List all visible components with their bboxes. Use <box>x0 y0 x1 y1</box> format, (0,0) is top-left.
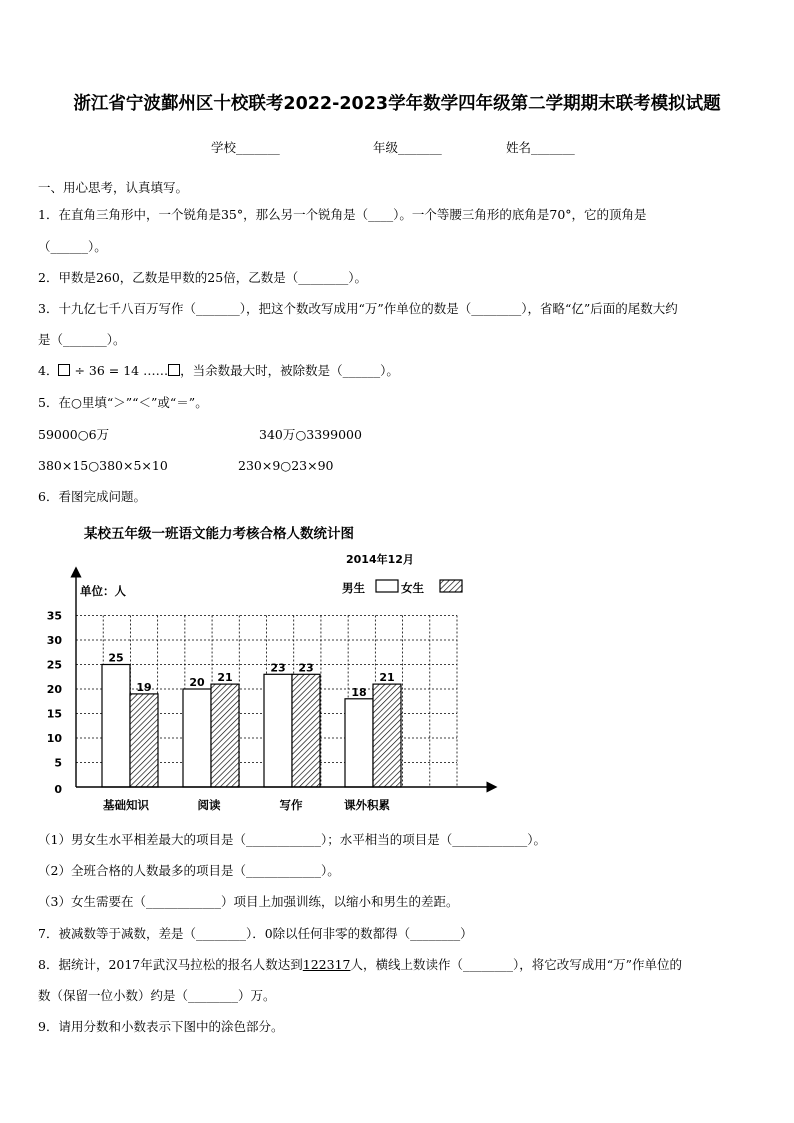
x-category-label: 阅读 <box>197 798 221 812</box>
chart-title: 某校五年级一班语文能力考核合格人数统计图 <box>84 526 354 542</box>
x-category-label: 基础知识 <box>103 798 149 812</box>
question-5-item-b: 340万○3399000 <box>259 427 362 442</box>
bar-chart <box>0 520 794 820</box>
question-8-line-2: 数（保留一位小数）约是（________）万。 <box>38 988 276 1003</box>
bar-girls <box>292 674 320 787</box>
question-6-sub-1: （1）男女生水平相差最大的项目是（____________）；水平相当的项目是（____________）。 <box>38 832 546 847</box>
question-5-item-a: 59000○6万 <box>38 427 110 442</box>
question-6: 6．看图完成问题。 <box>38 489 146 504</box>
question-3-line-2: 是（_______）。 <box>38 332 126 347</box>
question-9: 9．请用分数和小数表示下图中的涂色部分。 <box>38 1019 284 1034</box>
question-5-item-d: 230×9○23×90 <box>238 458 334 473</box>
bar-value-label: 21 <box>217 671 233 685</box>
page-title: 浙江省宁波鄞州区十校联考2022-2023学年数学四年级第二学期期末联考模拟试题 <box>73 94 721 114</box>
question-8-line-1 <box>38 957 682 973</box>
y-tick-label: 20 <box>46 683 62 696</box>
y-axis-ticks <box>47 610 63 797</box>
question-6-sub-3: （3）女生需要在（____________）项目上加强训练，以缩小和男生的差距。 <box>38 894 459 909</box>
y-tick-label: 0 <box>54 783 62 796</box>
question-4-text: ，当余数最大时，被除数是（______）。 <box>180 363 399 378</box>
question-8-number: 122317 <box>302 957 351 972</box>
name-field[interactable]: 姓名_______ <box>506 140 575 155</box>
chart-unit-label: 单位：人 <box>80 584 126 598</box>
school-field[interactable]: 学校_______ <box>211 140 280 155</box>
grade-field[interactable]: 年级_______ <box>373 140 442 155</box>
y-tick-label: 15 <box>46 707 62 721</box>
question-1-line-2: （______）。 <box>38 239 107 254</box>
question-2: 2．甲数是260，乙数是甲数的25倍，乙数是（________）。 <box>38 270 367 285</box>
legend-swatch-girls <box>440 580 462 592</box>
bar-girls <box>211 684 239 787</box>
question-8-text-before: 8．据统计，2017年武汉马拉松的报名人数达到 <box>38 957 303 972</box>
question-4-expression: ÷ 36 = 14 …… <box>74 363 169 378</box>
x-axis-labels <box>103 798 390 812</box>
x-category-label: 写作 <box>279 798 303 812</box>
question-4 <box>38 363 399 379</box>
question-3-line-1: 3．十九亿七千八百万写作（_______），把这个数改写成用“万”作单位的数是（________），省略“亿”后面的尾数大约 <box>38 301 678 316</box>
legend-label-girls: 女生 <box>401 581 424 595</box>
bar-boys <box>345 699 373 787</box>
y-tick-label: 30 <box>46 634 62 647</box>
x-category-label: 课外积累 <box>344 798 390 812</box>
bar-girls <box>373 684 401 787</box>
bar-boys <box>264 674 292 787</box>
bar-value-label: 19 <box>136 680 152 694</box>
bar-boys <box>102 665 130 788</box>
chart-bars <box>102 652 401 788</box>
question-1-line-1: 1．在直角三角形中，一个锐角是35°，那么另一个锐角是（____）。一个等腰三角形的底角是70°，它的顶角是 <box>38 207 647 222</box>
section-heading: 一、用心思考，认真填写。 <box>38 180 189 195</box>
bar-value-label: 18 <box>351 685 367 699</box>
chart-subtitle: 2014年12月 <box>346 553 414 566</box>
bar-value-label: 25 <box>108 651 124 665</box>
bar-girls <box>130 694 158 787</box>
bar-value-label: 23 <box>270 661 286 675</box>
question-5-item-c: 380×15○380×5×10 <box>38 458 168 473</box>
chart-legend <box>342 580 462 595</box>
blank-box-icon <box>58 364 70 376</box>
y-tick-label: 10 <box>46 732 62 745</box>
question-7: 7．被减数等于减数，差是（________）．0除以任何非零的数都得（________） <box>38 926 473 941</box>
blank-box-icon <box>168 364 180 376</box>
bar-value-label: 21 <box>379 671 395 685</box>
question-5: 5．在○里填“＞”“＜”或“＝”。 <box>38 395 208 410</box>
legend-label-boys: 男生 <box>342 581 365 595</box>
bar-value-label: 20 <box>189 676 205 689</box>
question-4-number: 4． <box>38 363 59 378</box>
bar-value-label: 23 <box>298 661 314 675</box>
y-tick-label: 5 <box>54 756 62 770</box>
y-tick-label: 25 <box>46 658 62 672</box>
legend-swatch-boys <box>376 580 398 592</box>
question-6-sub-2: （2）全班合格的人数最多的项目是（____________）。 <box>38 863 340 878</box>
bar-boys <box>183 689 211 787</box>
question-8-text-after: 人，横线上数读作（________），将它改写成用“万”作单位的 <box>350 957 683 972</box>
y-tick-label: 35 <box>46 609 62 623</box>
